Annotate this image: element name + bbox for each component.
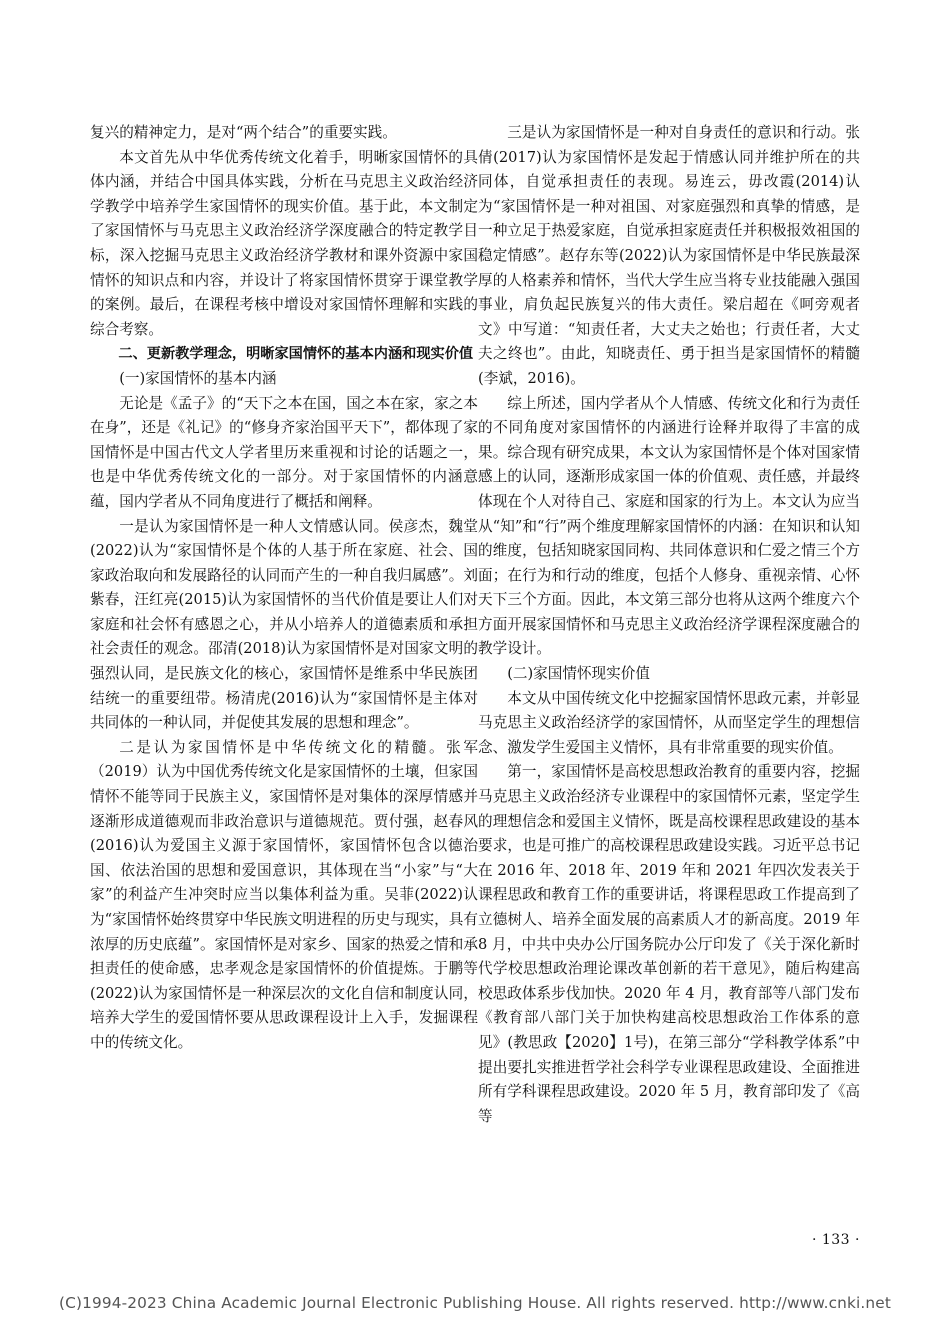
paragraph: 无论是《孟子》的“天下之本在国，国之本在家，家之本在身”，还是《礼记》的“修身齐家治国平天下”，都体现了家国情怀是中国古代文人学者里历来重视和讨论的话题之一，也是中华优秀传统文化的一部分。对于家国情怀的内涵意蕴，国内学者从不同角度进行了概括和阐释。	[90, 394, 478, 510]
paragraph: 三是认为家国情怀是一种对自身责任的意识和行动。张倩(2017)认为家国情怀是发起于情感认同并维护所在的共同体，自觉承担责任的表现。易连云，毋改霞(2014)认为“家国情怀是一种对祖国、对家庭强烈和真挚的情感，是一种立足于热爱家庭，自觉承担家庭责任并积极报效祖国的稳定情感”。赵存东等(2022)认为家国情怀是中华民族最深厚的人格素养和情怀，当代大学生应当将专业技能融入强国事业，肩负起民族复兴的伟大责任。梁启超在《呵旁观者文》中写道：“知责任者，大丈夫之始也；行责任者，大丈夫之终也”。由此，知晓责任、勇于担当是家国情怀的精髓(李斌，2016)。	[478, 124, 860, 387]
copyright-footer: (C)1994-2023 China Academic Journal Electronic Publishing House. All rights reserved. http://www.cnki.net	[59, 1294, 891, 1312]
left-column	[90, 121, 478, 1056]
paragraph: 本文首先从中华优秀传统文化着手，明晰家国情怀的具体内涵，并结合中国具体实践，分析在马克思主义政治经济学教学中培养学生家国情怀的现实价值。基于此，本文制定了家国情怀与马克思主义政治经济学深度融合的特定教学目标，深入挖掘马克思主义政治经济学教材和课外资源中家国情怀的知识点和内容，并设计了将家国情怀贯穿于课堂教学的案例。最后，在课程考核中增设对家国情怀理解和实践的综合考察。	[90, 148, 478, 338]
paragraph: 二是认为家国情怀是中华传统文化的精髓。张军（2019）认为中国优秀传统文化是家国情怀的土壤，但家国情怀不能等同于民族主义，家国情怀是对集体的深厚情感并逐渐形成道德观而非政治意识与道德规范。贾付强，赵春风(2016)认为爱国主义源于家国情怀，家国情怀包含以德治国、依法治国的思想和爱国意识，其体现在当“小家”与“大家”的利益产生冲突时应当以集体利益为重。吴菲(2022)认为“家国情怀始终贯穿中华民族文明进程的历史与现实，具有浓厚的历史底蕴”。家国情怀是对家乡、国家的热爱之情和承担责任的使命感，忠孝观念是家国情怀的价值提炼。于鹏等(2022)认为家国情怀是一种深层次的文化自信和制度认同，培养大学生的爱国情怀要从思政课程设计上入手，发掘课程中的传统文化。	[90, 738, 478, 1051]
page-number: · 133 ·	[811, 1232, 860, 1248]
subsection-heading: (二)家国情怀现实价值	[507, 665, 650, 683]
paragraph: 本文从中国传统文化中挖掘家国情怀思政元素，并彰显马克思主义政治经济学的家国情怀，从而坚定学生的理想信念、激发学生爱国主义情怀，具有非常重要的现实价值。	[478, 689, 860, 756]
paragraph: 第一，家国情怀是高校思想政治教育的重要内容，挖掘马克思主义政治经济专业课程中的家国情怀元素，坚定学生的理想信念和爱国主义情怀，既是高校课程思政建设的基本要求，也是可推广的高校课程思政建设实践。习近平总书记在 2016 年、2018 年、2019 年和 2021 年四次发表关于课程思政和教育工作的重要讲话，将课程思政工作提高到了立德树人、培养全面发展的高素质人才的新高度。2019 年 8 月，中共中央办公厅国务院办公厅印发了《关于深化新时代学校思想政治理论课改革创新的若干意见》，随后构建高校思政体系步伐加快。2020 年 4 月，教育部等八部门发布《教育部八部门关于加快构建高校思想政治工作体系的意见》(教思政【2020】1号)，在第三部分“学科教学体系”中提出要扎实推进哲学社会科学专业课程思政建设、全面推进所有学科课程思政建设。2020 年 5 月，教育部印发了《高等	[478, 763, 860, 1125]
right-column	[478, 121, 860, 1129]
paragraph: 一是认为家国情怀是一种人文情感认同。侯彦杰，魏堂(2022)认为“家国情怀是个体的人基于所在家庭、社会、国家政治取向和发展路径的认同而产生的一种自我归属感”。刘紫春，汪红亮(2015)认为家国情怀的当代价值是要让人们对家庭和社会怀有感恩之心，并从小培养人的道德素质和承担社会责任的观念。邵清(2018)认为家国情怀是对国家文明的强烈认同，是民族文化的核心，家国情怀是维系中华民族团结统一的重要纽带。杨清虎(2016)认为“家国情怀是主体对共同体的一种认同，并促使其发展的思想和理念”。	[90, 517, 478, 732]
section-heading: 二、更新教学理念，明晰家国情怀的基本内涵和现实价值	[118, 346, 474, 363]
paragraph: 复兴的精神定力，是对“两个结合”的重要实践。	[90, 124, 397, 141]
paragraph: 综上所述，国内学者从个人情感、传统文化和行为责任的不同角度对家国情怀的内涵进行诠释并取得了丰富的成果。综合现有研究成果，本文认为家国情怀是个体对国家情感上的认同，逐渐形成家国一体的价值观、责任感，并最终体现在个人对待自己、家庭和国家的行为上。本文认为应当从“知”和“行”两个维度理解家国情怀的内涵：在知识和认知的维度，包括知晓家国同构、共同体意识和仁爱之情三个方面；在行为和行动的维度，包括个人修身、重视亲情、心怀天下三个方面。因此，本文第三部分也将从这两个维度六个方面开展家国情怀和马克思主义政治经济学课程深度融合的教学设计。	[478, 394, 860, 658]
subsection-heading: (一)家国情怀的基本内涵	[119, 369, 277, 387]
